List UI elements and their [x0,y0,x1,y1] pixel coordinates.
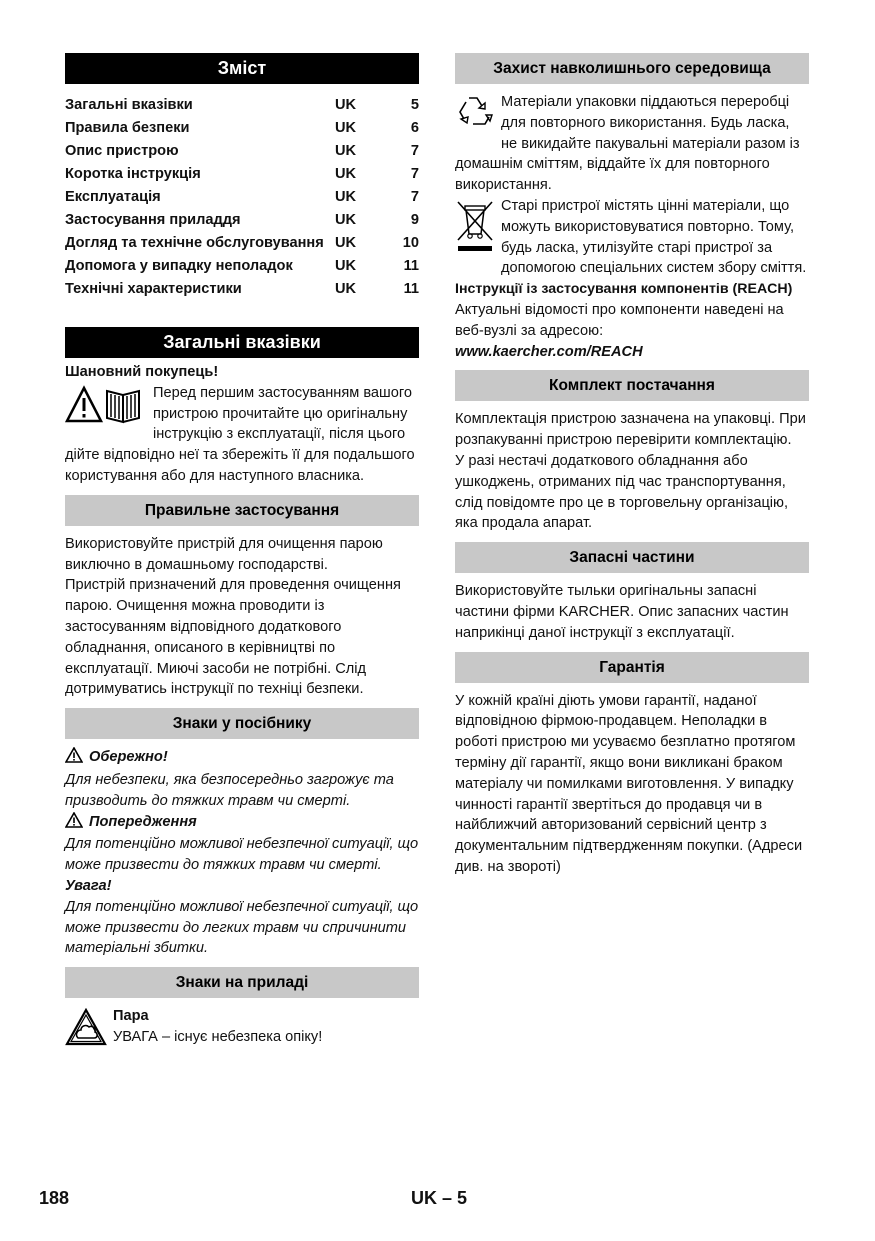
toc-table [65,94,419,301]
toc-entry-lang: UK [335,281,357,297]
proper-use-p1: Використовуйте пристрій для очищення парою виключно в домашньому господарстві. [65,535,383,573]
toc-entry-lang: UK [335,189,357,205]
toc-row[interactable] [65,94,419,117]
warning-text: Для потенційно можливої небезпечної ситуації, що може призвести до тяжких травм чи смерті. [65,836,419,874]
danger-heading [65,747,419,770]
symbols-manual-title: Знаки у посібнику [65,708,419,739]
toc-row[interactable] [65,209,419,232]
toc-entry-page: 6 [410,120,419,136]
symbols-device-title: Знаки на приладі [65,967,419,998]
general-text: Перед першим застосуванням вашого пристрою прочитайте цю оригінальну інструкцію з експлуатації, після цього дійте відповідно неї та збережіть її для подальшого користування або для наступного власника. [65,384,415,484]
warning-heading [65,812,419,835]
reach-url-link[interactable]: www.kaercher.com/REACH [455,343,643,360]
proper-use-title: Правильне застосування [65,495,419,526]
page-number: 188 [39,1188,70,1208]
warning-triangle-icon [65,747,83,770]
page-code: UK – 5 [411,1188,468,1208]
toc-entry-page: 5 [410,97,419,113]
toc-entry-lang: UK [335,235,357,251]
steam-label: Пара [113,1008,149,1025]
packaging-block [455,92,809,196]
toc-entry-page: 7 [410,189,419,205]
toc-title: Зміст [65,53,419,84]
steam-block [65,1006,419,1053]
toc-entry-label: Допомога у випадку неполадок [65,258,293,274]
warning-triangle-icon [65,812,83,835]
packaging-text: Матеріали упаковки піддаються переробці для повторного використання. Будь ласка, не викидайте пакувальні матеріали разом із домашнім сміттям, віддайте їх для повторного використання. [455,94,800,194]
toc-entry-label: Опис пристрою [65,143,179,159]
danger-label: Обережно! [89,749,168,766]
toc-entry-label: Коротка інструкція [65,166,201,182]
read-manual-icon [65,385,145,432]
reach-title: Інструкції із застосування компонентів (REACH) [455,281,793,298]
toc-row[interactable] [65,232,419,255]
toc-entry-label: Правила безпеки [65,120,190,136]
toc-entry-page: 7 [410,143,419,159]
recycling-icon [455,93,495,136]
toc-entry-page: 9 [410,212,419,228]
general-title: Загальні вказівки [65,327,419,358]
toc-row[interactable] [65,255,419,278]
proper-use-p2: Пристрій призначений для проведення очищення парою. Очищення можна проводити із застосуванням відповідного додаткового обладнання, описаного в керівництві по експлуатації. Миючі засоби не потрібні. Слід дотримуватись інструкції по техніці безпеки. [65,577,401,698]
delivery-p1: Комплектація пристрою зазначена на упаковці. При розпакуванні пристрою перевірити комплектацію. [455,411,806,449]
toc-entry-lang: UK [335,166,357,182]
toc-entry-label: Загальні вказівки [65,97,193,113]
toc-entry-page: 11 [403,258,419,274]
right-column [455,53,809,878]
toc-entry-label: Догляд та технічне обслуговування [65,235,324,251]
toc-row[interactable] [65,163,419,186]
general-block [65,383,419,487]
toc-entry-page: 11 [403,281,419,297]
delivery-p2: У разі нестачі додаткового обладнання або ушкоджень, отриманих під час транспортування, слід повідомте про це в торговельну організацію, яка продала апарат. [455,452,789,532]
environment-title: Захист навколишнього середовища [455,53,809,84]
toc-entry-page: 7 [410,166,419,182]
toc-row[interactable] [65,278,419,301]
warranty-text: У кожній країні діють умови гарантії, наданої відповідною фірмою-продавцем. Неполадки в роботі пристрою ми усуваємо безплатно протягом терміну дії гарантії, якщо вони викликані браком матеріалу чи помилками виготовлення. У випадку чинності гарантії звертіться до продавця чи в найближчий авторизований сервісний центр з документальним підтвердженням покупки. (Адреси див. на звороті) [455,692,803,875]
danger-text: Для небезпеки, яка безпосередньо загрожує та призводить до тяжких травм чи смерті. [65,771,394,809]
greeting: Шановний покупець! [65,364,219,380]
toc-entry-lang: UK [335,143,357,159]
warranty-title: Гарантія [455,652,809,683]
toc-row[interactable] [65,186,419,209]
spare-parts-text: Використовуйте тыльки оригінальны запасні частини фірми KARCHER. Опис запасних частин наприкінці даної інструкції з експлуатації. [455,583,789,641]
caution-label: Увага! [65,877,112,894]
toc-row[interactable] [65,117,419,140]
toc-entry-label: Експлуатація [65,189,161,205]
toc-row[interactable] [65,140,419,163]
reach-text: Актуальні відомості про компоненти наведені на веб-вузлі за адресою: [455,301,784,339]
crossed-bin-icon [455,198,495,263]
toc-entry-lang: UK [335,258,357,274]
spare-parts-title: Запасні частини [455,542,809,573]
old-devices-text: Старі пристрої містять цінні матеріали, що можуть використовуватися повторно. Тому, будь ласка, утилізуйте старі пристрої за допомогою спеціальних систем збору сміття. [501,197,807,277]
left-column [65,53,419,1053]
toc-entry-page: 10 [402,235,419,251]
hot-steam-warning-icon [65,1008,107,1053]
steam-text: УВАГА – існує небезпека опіку! [113,1028,323,1045]
warning-label: Попередження [89,813,197,830]
toc-entry-label: Застосування приладдя [65,212,241,228]
delivery-title: Комплект постачання [455,370,809,401]
toc-entry-label: Технічні характеристики [65,281,242,297]
toc-entry-lang: UK [335,212,357,228]
toc-entry-lang: UK [335,120,357,136]
toc-entry-lang: UK [335,97,357,113]
old-devices-block [455,196,809,279]
caution-text: Для потенційно можливої небезпечної ситуації, що може призвести до легких травм чи спричинити матеріальні збитки. [65,898,419,957]
